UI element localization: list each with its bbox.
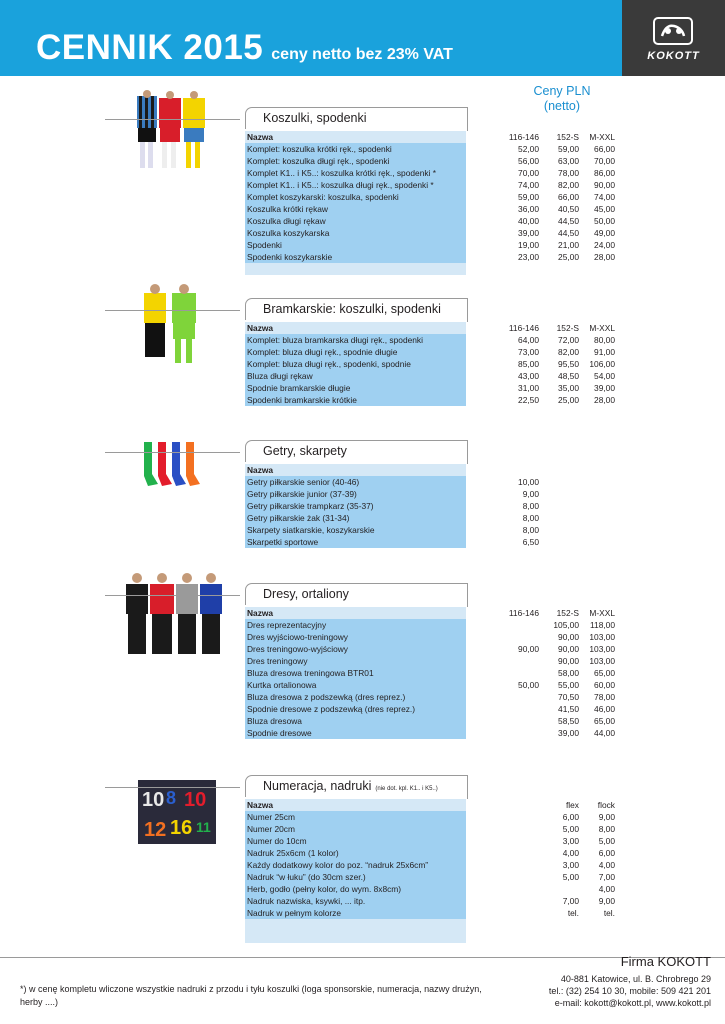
section-title-text: Numeracja, nadruki [263, 779, 372, 793]
table-row [245, 727, 617, 739]
cell-name: Getry piłkarskie senior (40-46) [247, 477, 360, 487]
section-title-text: Dresy, ortaliony [263, 587, 349, 601]
cell-116-146: 6,50 [522, 537, 539, 547]
cell-name: Herb, godło (pełny kolor, do wym. 8x8cm) [247, 884, 402, 894]
cell-116-146: 116-146 [508, 132, 539, 142]
table-row [245, 883, 617, 895]
table-row [245, 191, 617, 203]
cell-152-s: 39,00 [558, 728, 579, 738]
connector-line [105, 787, 240, 788]
brand-name: KOKOTT [647, 50, 700, 62]
cell-m-xxl: 50,00 [594, 216, 615, 226]
footnote: *) w cenę kompletu wliczone wszystkie nadruki z przodu i tyłu koszulki (loga sponsorskie, numeracja, nazwy drużyn, herby ....) [20, 984, 482, 1007]
table-row [245, 823, 617, 835]
svg-text:16: 16 [170, 817, 193, 839]
cell-m-xxl: 54,00 [594, 371, 615, 381]
cell-m-xxl: 39,00 [594, 383, 615, 393]
company-address: 40-881 Katowice, ul. B. Chrobrego 29 [560, 974, 711, 984]
cell-name: Bluza długi rękaw [247, 371, 313, 381]
numbering-photo [138, 780, 216, 844]
table-row [245, 167, 617, 179]
cell-m-xxl: 65,00 [594, 716, 615, 726]
cell-m-xxl: 70,00 [594, 156, 615, 166]
prices-label-line2: (netto) [543, 99, 581, 113]
table-row [245, 179, 617, 191]
cell-152-s: 70,50 [558, 692, 579, 702]
cell-152-s: 59,00 [558, 144, 579, 154]
table-row [245, 346, 617, 358]
cell-name: Spodenki [247, 240, 282, 250]
table-row [245, 358, 617, 370]
cell-152-s: 25,00 [558, 252, 579, 262]
section-title [263, 302, 441, 316]
cell-116-146: 59,00 [518, 192, 539, 202]
cell-name: Numer 20cm [247, 824, 295, 834]
cell-m-xxl: 60,00 [594, 680, 615, 690]
cell-152-s: 21,00 [558, 240, 579, 250]
table-row [245, 667, 617, 679]
cell-m-xxl: 28,00 [594, 395, 615, 405]
prices-label-line1: Ceny PLN [533, 84, 591, 98]
cell-m-xxl: 24,00 [594, 240, 615, 250]
cell-name: Komplet: koszulka krótki ręk., spodenki [247, 144, 392, 154]
cell-name: Komplet: bluza bramkarska długi ręk., spodenki [247, 335, 423, 345]
company-contact: e-mail: kokott@kokott.pl, www.kokott.pl [554, 998, 711, 1008]
cell-m-xxl: 78,00 [594, 692, 615, 702]
section-title-row [245, 585, 617, 607]
cell-116-146: 22,50 [518, 395, 539, 405]
cell-m-xxl: 91,00 [594, 347, 615, 357]
cell-116-146: 56,00 [518, 156, 539, 166]
section-title-text: Koszulki, spodenki [263, 111, 367, 125]
price-table [245, 131, 617, 275]
cell-name: Getry piłkarskie junior (37-39) [247, 489, 357, 499]
cell-name: Spodnie dresowe z podszewką (dres reprez.) [247, 704, 416, 714]
cell-116-146: 70,00 [518, 168, 539, 178]
table-row [245, 907, 617, 919]
table-row [245, 227, 617, 239]
cell-116-146: 8,00 [522, 525, 539, 535]
section-title-text: Getry, skarpety [263, 444, 347, 458]
table-row [245, 895, 617, 907]
table-row [245, 655, 617, 667]
cell-152-s: 58,50 [558, 716, 579, 726]
cell-116-146: 40,00 [518, 216, 539, 226]
section-shirts [245, 109, 617, 275]
cell-name: Komplet: koszulka długi ręk., spodenki [247, 156, 390, 166]
cell-m-xxl: tel. [603, 908, 615, 918]
price-table [245, 322, 617, 406]
price-table [245, 464, 617, 548]
cell-m-xxl: 45,00 [594, 204, 615, 214]
table-header [245, 799, 617, 811]
cell-name: Nadruk w pełnym kolorze [247, 908, 342, 918]
page-subtitle: ceny netto bez 23% VAT [271, 46, 453, 63]
cell-name: Spodenki bramkarskie krótkie [247, 395, 357, 405]
cell-152-s: 35,00 [558, 383, 579, 393]
cell-152-s: 7,00 [562, 896, 579, 906]
cell-m-xxl: 28,00 [594, 252, 615, 262]
cell-116-146: 8,00 [522, 501, 539, 511]
cell-name: Nazwa [247, 132, 274, 142]
section-title [263, 444, 347, 458]
svg-text:8: 8 [166, 788, 177, 808]
cell-name: Bluza dresowa z podszewką (dres reprez.) [247, 692, 406, 702]
cell-m-xxl: 86,00 [594, 168, 615, 178]
cell-name: Komplet koszykarski: koszulka, spodenki [247, 192, 399, 202]
cell-152-s: 55,00 [558, 680, 579, 690]
table-row [245, 488, 617, 500]
cell-m-xxl: 8,00 [598, 824, 615, 834]
cell-name: Każdy dodatkowy kolor do poz. “nadruk 25x6cm” [247, 860, 429, 870]
svg-text:11: 11 [196, 819, 211, 835]
cell-name: Dres treningowy [247, 656, 308, 666]
table-row [245, 536, 617, 548]
cell-152-s: 90,00 [558, 644, 579, 654]
section-title-row [245, 777, 617, 799]
table-padding [245, 263, 466, 275]
tracksuits-photo [124, 570, 224, 662]
cell-name: Getry piłkarskie żak (31-34) [247, 513, 350, 523]
cell-m-xxl: 46,00 [594, 704, 615, 714]
cell-152-s: 90,00 [558, 632, 579, 642]
svg-text:10: 10 [184, 789, 207, 811]
table-row [245, 715, 617, 727]
cell-m-xxl: M-XXL [589, 608, 615, 618]
table-row [245, 500, 617, 512]
cell-name: Komplet K1.. i K5..: koszulka długi ręk., spodenki * [247, 180, 434, 190]
table-row [245, 334, 617, 346]
section-title-row [245, 109, 617, 131]
cell-152-s: 63,00 [558, 156, 579, 166]
cell-152-s: 152-S [556, 323, 579, 333]
title-frame-edge [467, 775, 468, 799]
cell-m-xxl: 49,00 [594, 228, 615, 238]
cell-152-s: 41,50 [558, 704, 579, 714]
cell-152-s: flex [565, 800, 579, 810]
cell-152-s: 48,50 [558, 371, 579, 381]
cell-name: Komplet K1.. i K5..: koszulka krótki ręk., spodenki * [247, 168, 436, 178]
cell-name: Nazwa [247, 608, 274, 618]
section-title-row [245, 442, 617, 464]
socks-photo [140, 440, 210, 490]
connector-line [105, 595, 240, 596]
cell-152-s: 78,00 [558, 168, 579, 178]
cell-152-s: tel. [567, 908, 579, 918]
cell-m-xxl: flock [597, 800, 615, 810]
cell-name: Spodnie bramkarskie długie [247, 383, 351, 393]
connector-line [105, 310, 240, 311]
brand-logo [622, 0, 725, 76]
table-row [245, 239, 617, 251]
table-row [245, 370, 617, 382]
cell-116-146: 31,00 [518, 383, 539, 393]
cell-116-146: 116-146 [508, 323, 539, 333]
table-header [245, 464, 617, 476]
cell-116-146: 43,00 [518, 371, 539, 381]
company-info [471, 954, 711, 1009]
cell-m-xxl: 6,00 [598, 848, 615, 858]
table-padding [245, 919, 466, 931]
cell-m-xxl: 5,00 [598, 836, 615, 846]
title-frame-edge [467, 298, 468, 322]
cell-152-s: 44,50 [558, 228, 579, 238]
cell-116-146: 116-146 [508, 608, 539, 618]
cell-m-xxl: M-XXL [589, 132, 615, 142]
company-phone: tel.: (32) 254 10 30, mobile: 509 421 201 [548, 986, 711, 996]
table-row [245, 251, 617, 263]
table-row [245, 619, 617, 631]
cell-152-s: 105,00 [553, 620, 579, 630]
cell-152-s: 90,00 [558, 656, 579, 666]
table-header [245, 607, 617, 619]
cell-name: Komplet: bluza długi ręk., spodenki, spodnie [247, 359, 411, 369]
table-row [245, 203, 617, 215]
cell-m-xxl: M-XXL [589, 323, 615, 333]
cell-name: Skarpety siatkarskie, koszykarskie [247, 525, 375, 535]
cell-152-s: 25,00 [558, 395, 579, 405]
cell-152-s: 5,00 [562, 824, 579, 834]
cell-116-146: 64,00 [518, 335, 539, 345]
section-title [263, 587, 349, 601]
cell-name: Numer 25cm [247, 812, 295, 822]
cell-name: Nazwa [247, 465, 274, 475]
cell-152-s: 40,50 [558, 204, 579, 214]
cell-152-s: 5,00 [562, 872, 579, 882]
cell-116-146: 36,00 [518, 204, 539, 214]
table-row [245, 811, 617, 823]
cell-m-xxl: 90,00 [594, 180, 615, 190]
section-title [263, 111, 367, 125]
page-title: CENNIK 2015 ceny netto bez 23% VAT [36, 28, 453, 67]
table-row [245, 703, 617, 715]
cell-116-146: 52,00 [518, 144, 539, 154]
table-row [245, 835, 617, 847]
cell-m-xxl: 7,00 [598, 872, 615, 882]
section-title-row [245, 300, 617, 322]
cell-152-s: 152-S [556, 608, 579, 618]
cell-116-146: 50,00 [518, 680, 539, 690]
cell-name: Dres treningowo-wyjściowy [247, 644, 348, 654]
table-row [245, 143, 617, 155]
cell-m-xxl: 103,00 [589, 644, 615, 654]
section-title-note: (nie dot. kpl. K1.. i K5..) [375, 786, 438, 792]
cell-name: Nadruk 25x6cm (1 kolor) [247, 848, 339, 858]
table-row [245, 871, 617, 883]
table-row [245, 512, 617, 524]
table-row [245, 643, 617, 655]
cell-name: Numer do 10cm [247, 836, 307, 846]
table-row [245, 215, 617, 227]
table-row [245, 847, 617, 859]
cell-m-xxl: 65,00 [594, 668, 615, 678]
table-row [245, 859, 617, 871]
price-table [245, 607, 617, 739]
cell-m-xxl: 66,00 [594, 144, 615, 154]
connector-line [105, 119, 240, 120]
section-title-text: Bramkarskie: koszulki, spodenki [263, 302, 441, 316]
cell-116-146: 8,00 [522, 513, 539, 523]
table-header [245, 131, 617, 143]
title-frame-edge [467, 583, 468, 607]
cell-116-146: 10,00 [518, 477, 539, 487]
cell-name: Bluza dresowa [247, 716, 302, 726]
cell-name: Nazwa [247, 323, 274, 333]
cell-name: Kurtka ortalionowa [247, 680, 317, 690]
svg-text:10: 10 [142, 789, 165, 811]
cell-152-s: 3,00 [562, 836, 579, 846]
svg-text:12: 12 [144, 819, 167, 841]
cell-name: Skarpetki sportowe [247, 537, 319, 547]
title-frame-edge [467, 107, 468, 131]
cell-116-146: 85,00 [518, 359, 539, 369]
cell-152-s: 3,00 [562, 860, 579, 870]
cell-152-s: 6,00 [562, 812, 579, 822]
cell-152-s: 82,00 [558, 347, 579, 357]
cell-m-xxl: 4,00 [598, 884, 615, 894]
cell-152-s: 82,00 [558, 180, 579, 190]
cell-152-s: 4,00 [562, 848, 579, 858]
cell-152-s: 66,00 [558, 192, 579, 202]
cell-m-xxl: 74,00 [594, 192, 615, 202]
goalkeeper-photo [140, 283, 200, 367]
cell-m-xxl: 9,00 [598, 896, 615, 906]
cell-m-xxl: 4,00 [598, 860, 615, 870]
section-title [263, 779, 438, 793]
cell-116-146: 23,00 [518, 252, 539, 262]
cell-116-146: 73,00 [518, 347, 539, 357]
table-row [245, 476, 617, 488]
table-row [245, 691, 617, 703]
cell-152-s: 72,00 [558, 335, 579, 345]
cell-m-xxl: 80,00 [594, 335, 615, 345]
cell-m-xxl: 103,00 [589, 656, 615, 666]
cell-name: Getry piłkarskie trampkarz (35-37) [247, 501, 374, 511]
cell-152-s: 44,50 [558, 216, 579, 226]
cell-m-xxl: 103,00 [589, 632, 615, 642]
table-row [245, 382, 617, 394]
cell-116-146: 74,00 [518, 180, 539, 190]
section-goalkeeper [245, 300, 617, 406]
cell-name: Koszulka krótki rękaw [247, 204, 328, 214]
cell-name: Nazwa [247, 800, 274, 810]
table-padding [245, 931, 466, 943]
section-socks [245, 442, 617, 548]
table-row [245, 524, 617, 536]
price-table [245, 799, 617, 943]
cell-name: Koszulka koszykarska [247, 228, 330, 238]
cell-116-146: 39,00 [518, 228, 539, 238]
cell-m-xxl: 118,00 [590, 620, 615, 630]
title-frame-edge [467, 440, 468, 464]
cell-152-s: 95,50 [558, 359, 579, 369]
cell-name: Bluza dresowa treningowa BTR01 [247, 668, 374, 678]
table-row [245, 155, 617, 167]
cell-name: Nadruk nazwiska, ksywki, ... itp. [247, 896, 366, 906]
shirts-photo [133, 90, 211, 178]
cell-name: Spodenki koszykarskie [247, 252, 333, 262]
cell-name: Komplet: bluza długi ręk., spodnie długie [247, 347, 398, 357]
section-tracksuits [245, 585, 617, 739]
cell-name: Dres reprezentacyjny [247, 620, 327, 630]
cell-116-146: 90,00 [518, 644, 539, 654]
cell-name: Koszulka długi rękaw [247, 216, 326, 226]
table-header [245, 322, 617, 334]
table-row [245, 394, 617, 406]
table-row [245, 631, 617, 643]
cell-m-xxl: 44,00 [594, 728, 615, 738]
cell-152-s: 58,00 [558, 668, 579, 678]
cell-m-xxl: 106,00 [589, 359, 615, 369]
table-row [245, 679, 617, 691]
connector-line [105, 452, 240, 453]
company-name: Firma KOKOTT [620, 954, 711, 969]
cell-m-xxl: 9,00 [598, 812, 615, 822]
cell-152-s: 152-S [556, 132, 579, 142]
kokott-logo-icon [652, 16, 694, 46]
section-numbering [245, 777, 617, 943]
cell-name: Nadruk “w łuku” (do 30cm szer.) [247, 872, 366, 882]
cell-116-146: 19,00 [518, 240, 539, 250]
cell-name: Dres wyjściowo-treningowy [247, 632, 348, 642]
cell-116-146: 9,00 [522, 489, 539, 499]
cell-name: Spodnie dresowe [247, 728, 312, 738]
